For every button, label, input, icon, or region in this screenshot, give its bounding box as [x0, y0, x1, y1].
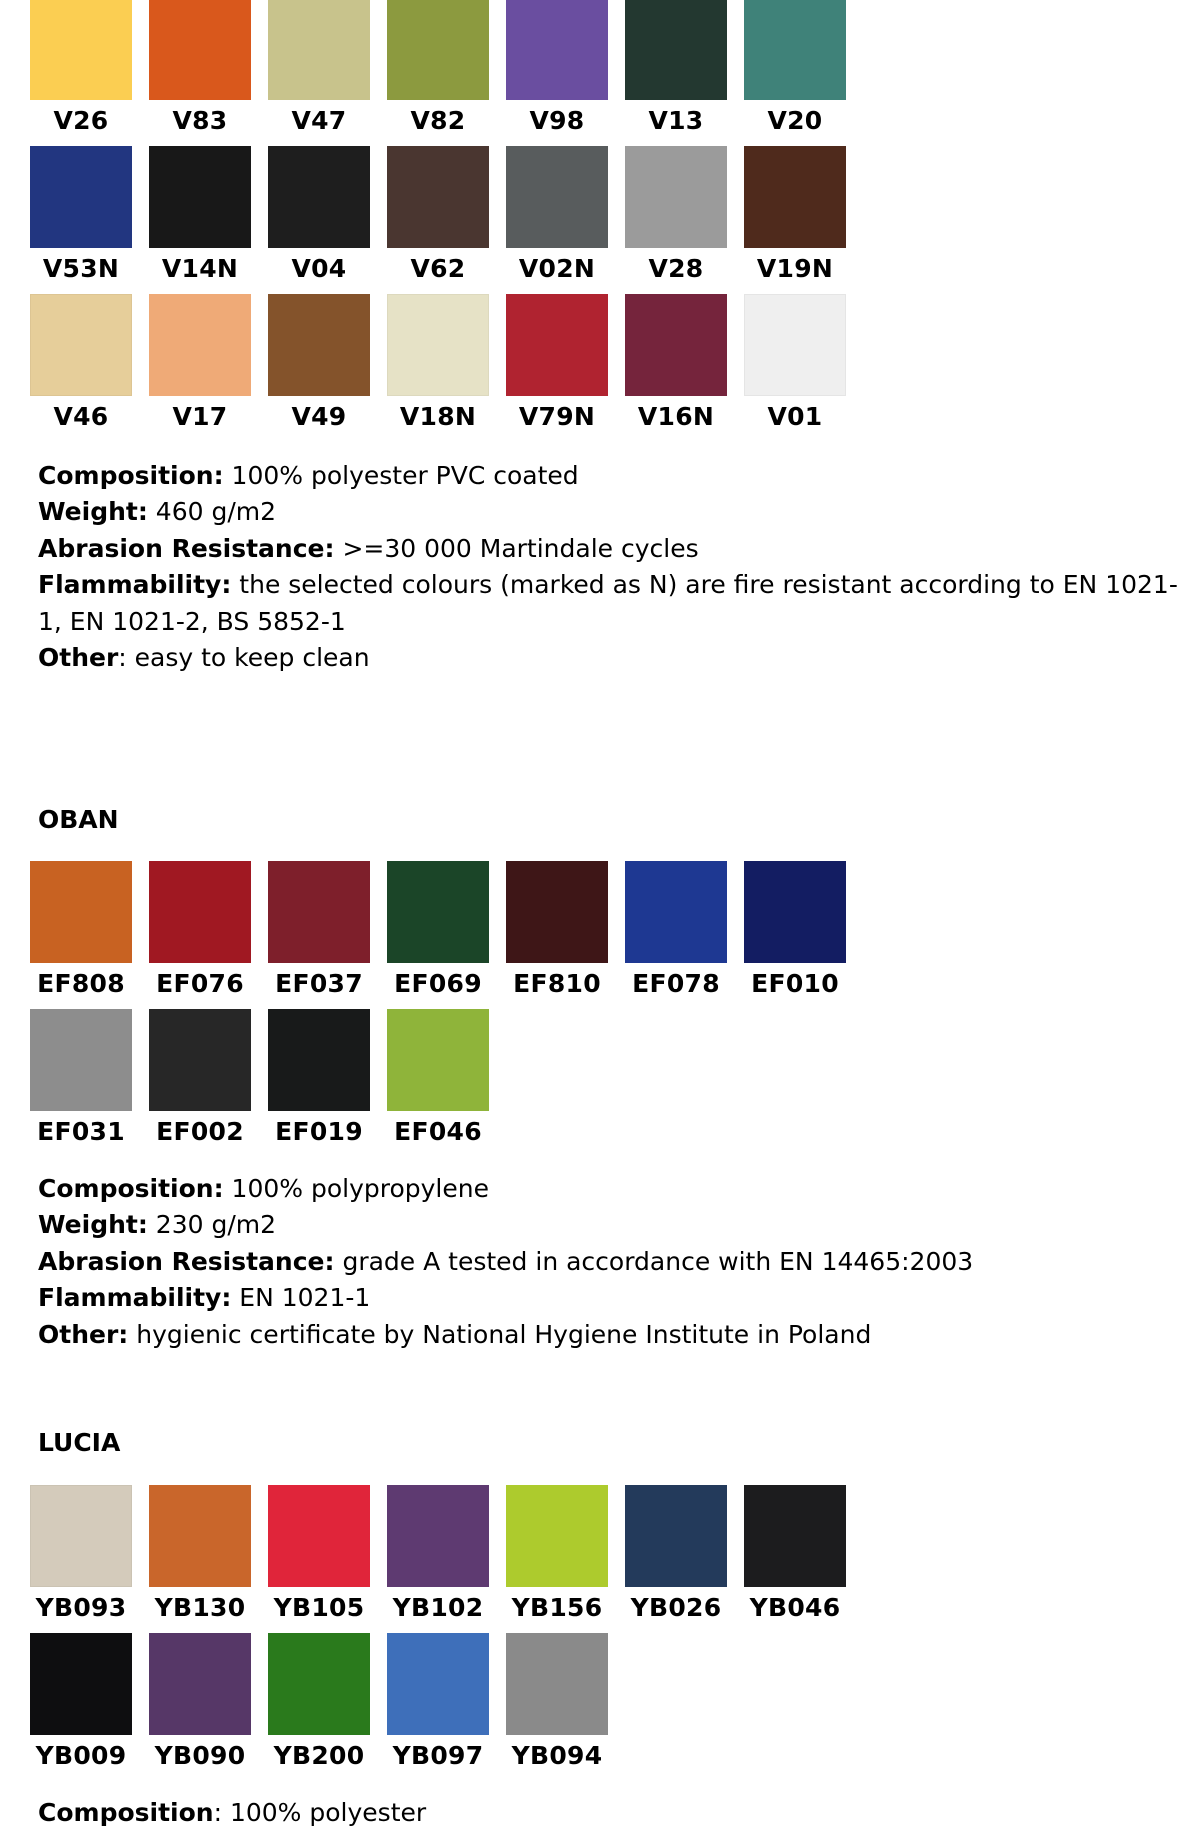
swatch-code: YB046 — [749, 1593, 841, 1622]
swatch-item — [387, 146, 489, 290]
swatch-item — [149, 146, 251, 290]
swatch-code: V83 — [172, 106, 228, 135]
color-swatch — [30, 294, 132, 396]
oban-spec-weight: Weight: 230 g/m2 — [38, 1210, 277, 1240]
swatch-item — [387, 1485, 489, 1629]
swatch-code: V79N — [518, 402, 596, 431]
color-swatch — [625, 0, 727, 100]
color-swatch — [506, 294, 608, 396]
swatch-code: V46 — [53, 402, 109, 431]
oban-spec-other: Other: hygienic certificate by National Hygiene Institute in Poland — [38, 1319, 872, 1349]
swatch-item — [625, 146, 727, 290]
swatch-item — [149, 0, 251, 142]
color-swatch — [744, 146, 846, 248]
swatch-item — [506, 294, 608, 438]
swatch-code: V49 — [291, 402, 347, 431]
swatch-item — [149, 294, 251, 438]
swatch-item — [387, 861, 489, 1005]
swatch-item — [268, 0, 370, 142]
color-swatch — [387, 294, 489, 396]
color-swatch — [268, 1009, 370, 1111]
swatch-code: EF046 — [394, 1117, 482, 1146]
swatch-item — [744, 294, 846, 438]
swatch-code: EF069 — [394, 969, 482, 998]
color-swatch — [268, 294, 370, 396]
swatch-code: V13 — [648, 106, 704, 135]
lucia-swatch-grid — [30, 1485, 846, 1777]
color-swatch — [506, 861, 608, 963]
oban-spec-abrasion: Abrasion Resistance: grade A tested in accordance with EN 14465:2003 — [38, 1246, 974, 1276]
lucia-section-title: LUCIA — [38, 1428, 121, 1457]
swatch-code: EF019 — [275, 1117, 363, 1146]
color-swatch — [268, 0, 370, 100]
color-swatch — [387, 1485, 489, 1587]
color-swatch — [149, 1633, 251, 1735]
swatch-item — [506, 1633, 608, 1777]
swatch-item — [625, 294, 727, 438]
swatch-item — [268, 146, 370, 290]
color-swatch — [268, 1633, 370, 1735]
oban-spec-composition: Composition: 100% polypropylene — [38, 1174, 489, 1203]
swatch-item — [387, 294, 489, 438]
swatch-code: V62 — [410, 254, 466, 283]
swatch-code: V53N — [42, 254, 120, 283]
swatch-item — [268, 294, 370, 438]
color-swatch — [506, 0, 608, 100]
color-swatch — [149, 0, 251, 100]
swatch-item — [149, 1009, 251, 1153]
swatch-item — [149, 861, 251, 1005]
color-swatch — [744, 861, 846, 963]
vinyl-swatch-grid — [30, 0, 846, 438]
swatch-item — [268, 1633, 370, 1777]
swatch-item — [744, 1485, 846, 1629]
lucia-specs — [38, 1795, 1178, 1831]
color-swatch — [30, 861, 132, 963]
swatch-code: V02N — [518, 254, 596, 283]
swatch-code: EF037 — [275, 969, 363, 998]
swatch-item — [387, 0, 489, 142]
swatch-item — [30, 1633, 132, 1777]
color-swatch — [625, 1485, 727, 1587]
color-swatch — [387, 1009, 489, 1111]
swatch-code: YB009 — [35, 1741, 127, 1770]
swatch-item — [506, 146, 608, 290]
color-swatch — [744, 1485, 846, 1587]
color-swatch — [387, 0, 489, 100]
color-swatch — [30, 0, 132, 100]
color-swatch — [149, 861, 251, 963]
swatch-item — [744, 146, 846, 290]
swatch-code: V28 — [648, 254, 704, 283]
swatch-item — [268, 861, 370, 1005]
swatch-code: EF808 — [37, 969, 125, 998]
swatch-item — [625, 1485, 727, 1629]
swatch-code: YB093 — [35, 1593, 127, 1622]
swatch-code: YB156 — [511, 1593, 603, 1622]
swatch-code: V20 — [767, 106, 823, 135]
color-swatch — [149, 146, 251, 248]
color-swatch — [625, 146, 727, 248]
swatch-item — [30, 1485, 132, 1629]
oban-swatch-grid — [30, 861, 846, 1153]
color-swatch — [625, 294, 727, 396]
swatch-item — [387, 1009, 489, 1153]
vinyl-spec-other: Other: easy to keep clean — [38, 643, 370, 673]
color-swatch — [744, 0, 846, 100]
color-swatch — [506, 1633, 608, 1735]
swatch-code: V19N — [756, 254, 834, 283]
color-swatch — [30, 1485, 132, 1587]
color-swatch — [268, 146, 370, 248]
swatch-item — [744, 0, 846, 142]
color-swatch — [625, 861, 727, 963]
color-swatch — [506, 1485, 608, 1587]
color-swatch — [506, 146, 608, 248]
lucia-spec-composition: Composition: 100% polyester — [38, 1798, 427, 1827]
oban-spec-flammability: Flammability: EN 1021-1 — [38, 1283, 371, 1313]
color-swatch — [268, 1485, 370, 1587]
swatch-item — [149, 1633, 251, 1777]
vinyl-spec-composition: Composition: 100% polyester PVC coated — [38, 461, 579, 490]
swatch-item — [30, 1009, 132, 1153]
swatch-code: V18N — [399, 402, 477, 431]
swatch-code: YB102 — [392, 1593, 484, 1622]
swatch-code: V26 — [53, 106, 109, 135]
swatch-code: V04 — [291, 254, 347, 283]
swatch-code: EF810 — [513, 969, 601, 998]
swatch-code: YB026 — [630, 1593, 722, 1622]
swatch-code: V14N — [161, 254, 239, 283]
swatch-code: EF002 — [156, 1117, 244, 1146]
swatch-code: EF076 — [156, 969, 244, 998]
vinyl-spec-abrasion: Abrasion Resistance: >=30 000 Martindale cycles — [38, 533, 699, 563]
color-swatch — [268, 861, 370, 963]
swatch-code: YB105 — [273, 1593, 365, 1622]
swatch-item — [744, 861, 846, 1005]
color-swatch — [30, 1009, 132, 1111]
swatch-code: YB097 — [392, 1741, 484, 1770]
color-swatch — [387, 1633, 489, 1735]
swatch-code: YB130 — [154, 1593, 246, 1622]
swatch-item — [387, 1633, 489, 1777]
swatch-item — [30, 294, 132, 438]
swatch-code: V82 — [410, 106, 466, 135]
swatch-code: V98 — [529, 106, 585, 135]
oban-section-title: OBAN — [38, 805, 119, 834]
swatch-item — [268, 1009, 370, 1153]
vinyl-spec-flammability: Flammability: the selected colours (marked as N) are fire resistant according to EN 1021-1, EN 1021-2, BS 5852-1 — [38, 570, 1178, 636]
swatch-item — [506, 1485, 608, 1629]
swatch-item — [625, 0, 727, 142]
swatch-code: V17 — [172, 402, 228, 431]
swatch-item — [268, 1485, 370, 1629]
color-swatch — [149, 294, 251, 396]
swatch-code: V16N — [637, 402, 715, 431]
swatch-code: EF078 — [632, 969, 720, 998]
swatch-item — [506, 861, 608, 1005]
swatch-code: YB200 — [273, 1741, 365, 1770]
swatch-code: V47 — [291, 106, 347, 135]
swatch-code: V01 — [767, 402, 823, 431]
color-swatch — [387, 146, 489, 248]
swatch-code: EF010 — [751, 969, 839, 998]
color-swatch — [149, 1485, 251, 1587]
color-swatch — [30, 1633, 132, 1735]
swatch-code: EF031 — [37, 1117, 125, 1146]
color-swatch — [149, 1009, 251, 1111]
swatch-item — [625, 861, 727, 1005]
swatch-item — [30, 146, 132, 290]
color-swatch — [387, 861, 489, 963]
swatch-code: YB094 — [511, 1741, 603, 1770]
swatch-item — [30, 0, 132, 142]
swatch-item — [506, 0, 608, 142]
swatch-item — [30, 861, 132, 1005]
swatch-item — [149, 1485, 251, 1629]
vinyl-spec-weight: Weight: 460 g/m2 — [38, 497, 277, 527]
swatch-code: YB090 — [154, 1741, 246, 1770]
color-swatch — [744, 294, 846, 396]
color-swatch — [30, 146, 132, 248]
vinyl-specs — [38, 458, 1178, 676]
oban-specs — [38, 1171, 1178, 1353]
